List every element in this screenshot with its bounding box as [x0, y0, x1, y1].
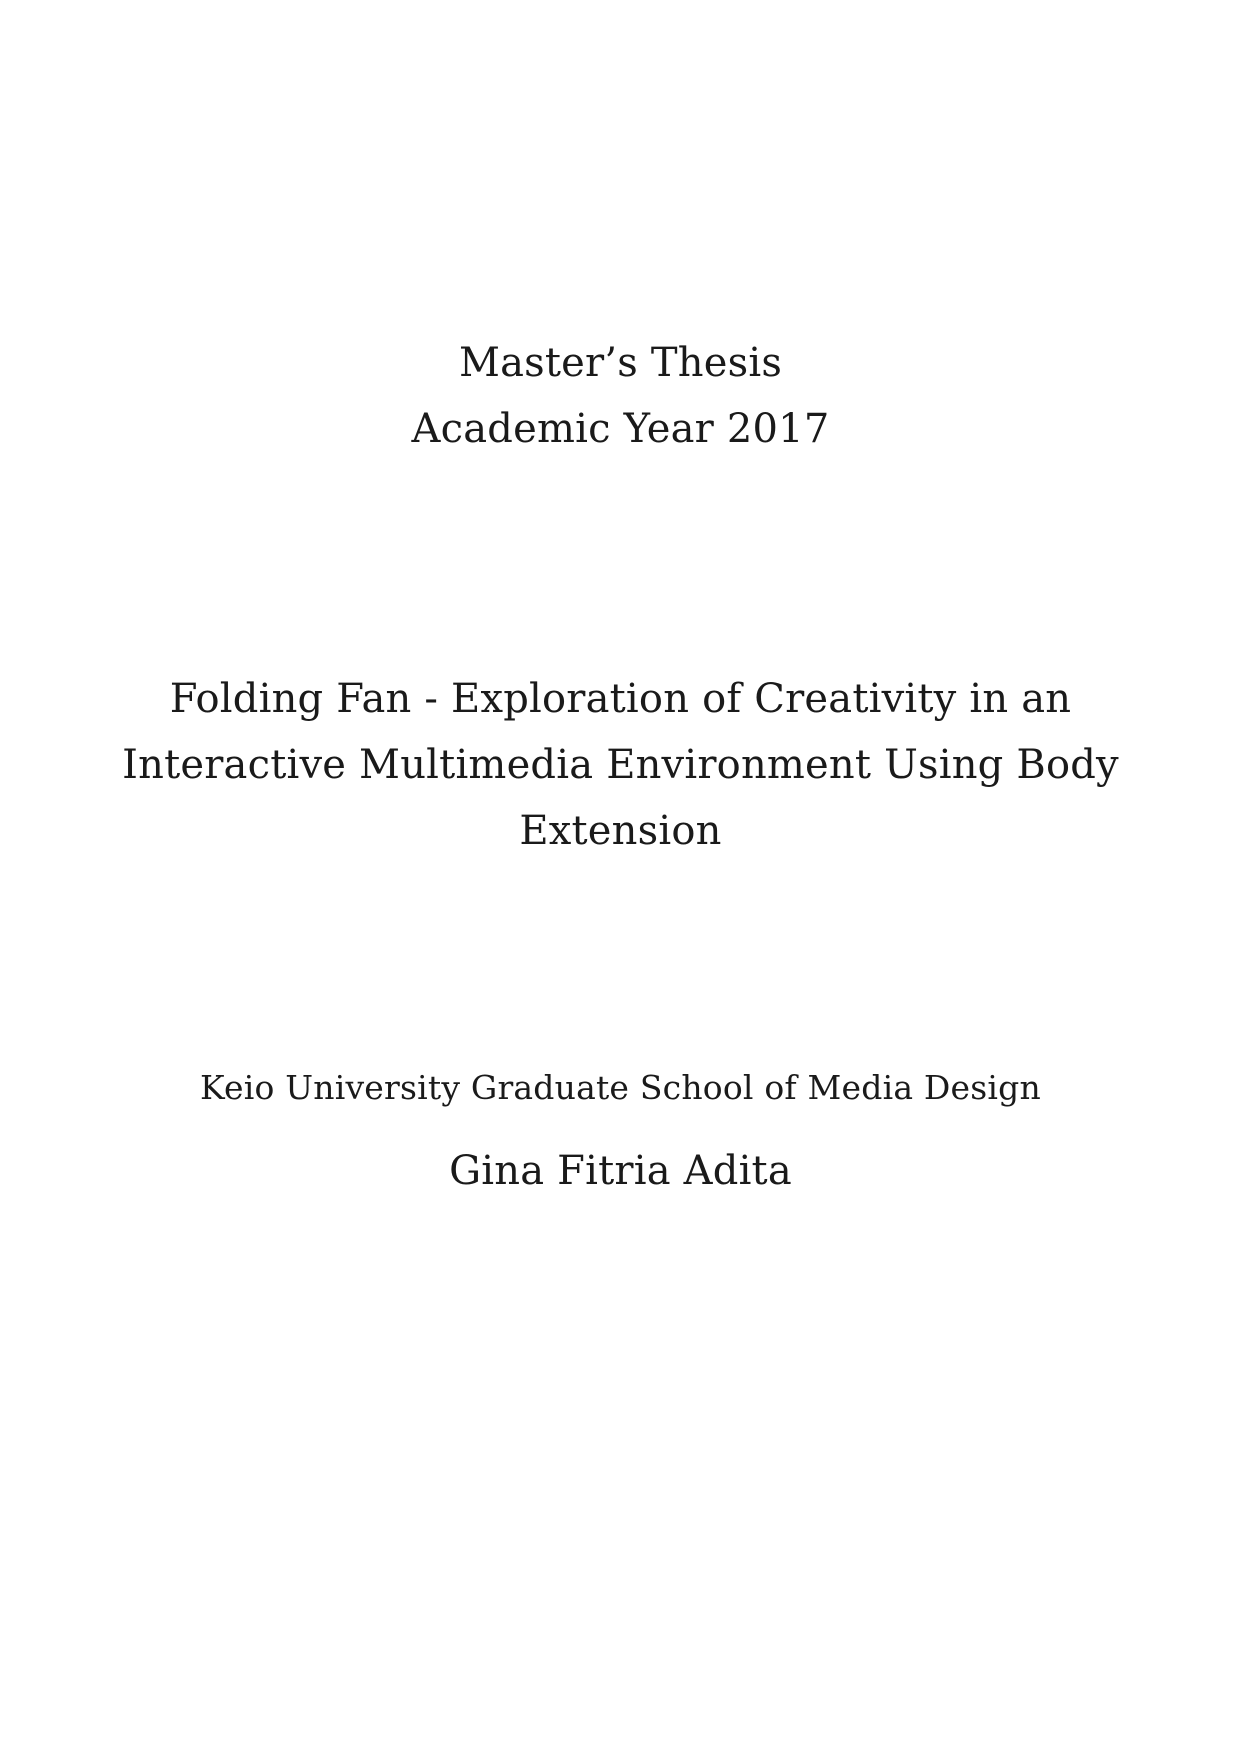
author-name: Gina Fitria Adita: [449, 1148, 792, 1194]
school-name: Keio University Graduate School of Media Design: [200, 1068, 1041, 1107]
thesis-title-line: Extension: [519, 808, 722, 854]
thesis-type: Master’s Thesis: [458, 340, 783, 386]
thesis-title-line: Folding Fan - Exploration of Creativity in an: [169, 676, 1072, 722]
academic-year: Academic Year 2017: [411, 406, 830, 452]
thesis-title-line: Interactive Multimedia Environment Using Body: [122, 742, 1119, 788]
